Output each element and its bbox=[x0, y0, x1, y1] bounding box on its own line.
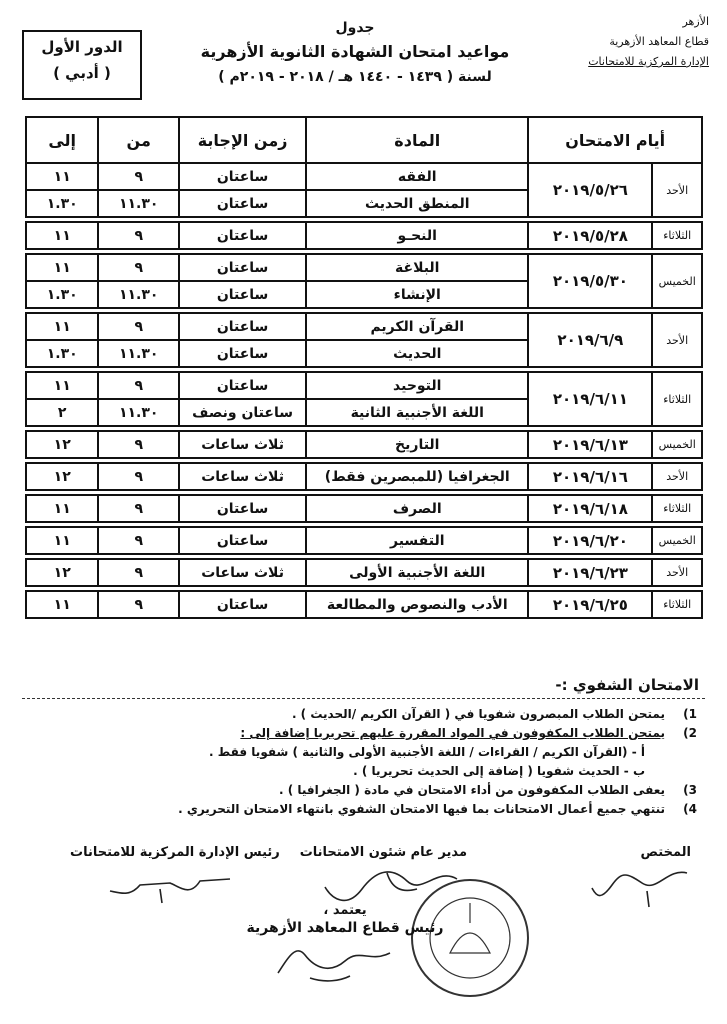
end-time-cell: ١١ bbox=[26, 163, 98, 190]
start-time-cell: ١١.٣٠ bbox=[98, 190, 179, 217]
start-time-cell: ٩ bbox=[98, 222, 179, 249]
day-cell: الأحد bbox=[652, 313, 702, 367]
duration-cell: ساعتان bbox=[179, 495, 306, 522]
table-row bbox=[26, 222, 702, 249]
oral-note-item bbox=[22, 705, 705, 724]
note-text: ب - الحديث شفويا ( إضافة إلى الحديث تحريريا ) . bbox=[353, 764, 645, 778]
header-to: إلى bbox=[26, 117, 98, 163]
subject-cell: المنطق الحديث bbox=[306, 190, 528, 217]
signatures-block bbox=[10, 845, 717, 1005]
subject-cell: القرآن الكريم bbox=[306, 313, 528, 340]
official-stamp bbox=[395, 873, 545, 1003]
end-time-cell: ١.٣٠ bbox=[26, 340, 98, 367]
subject-cell: البلاغة bbox=[306, 254, 528, 281]
subject-cell: الجغرافيا (للمبصرين فقط) bbox=[306, 463, 528, 490]
duration-cell: ساعتان bbox=[179, 190, 306, 217]
subject-cell: الإنشاء bbox=[306, 281, 528, 308]
day-cell: الثلاثاء bbox=[652, 591, 702, 618]
subject-cell: الحديث bbox=[306, 340, 528, 367]
subject-cell: النحـو bbox=[306, 222, 528, 249]
table-row bbox=[26, 591, 702, 618]
start-time-cell: ١١.٣٠ bbox=[98, 399, 179, 426]
end-time-cell: ١٢ bbox=[26, 559, 98, 586]
note-number: 3) bbox=[683, 783, 697, 797]
day-cell: الأحد bbox=[652, 559, 702, 586]
round-box bbox=[22, 30, 142, 100]
note-number: 1) bbox=[683, 707, 697, 721]
oral-exam-title: الامتحان الشفوي :- bbox=[555, 676, 699, 694]
note-text: أ - (القرآن الكريم / القراءات / اللغة الأجنبية الأولى والثانية ) شفويا فقط . bbox=[209, 745, 645, 759]
note-text: يعفى الطلاب المكفوفون من أداء الامتحان في مادة ( الجغرافيا ) . bbox=[278, 783, 665, 797]
day-cell: الثلاثاء bbox=[652, 372, 702, 426]
duration-cell: ساعتان bbox=[179, 591, 306, 618]
date-cell: ٢٠١٩/٦/٢٣ bbox=[528, 559, 652, 586]
sector-head-signature-scribble bbox=[270, 943, 400, 988]
oral-note-item bbox=[22, 743, 705, 762]
table-row bbox=[26, 254, 702, 281]
subject-cell: التوحيد bbox=[306, 372, 528, 399]
oral-exam-notes bbox=[22, 705, 705, 819]
start-time-cell: ٩ bbox=[98, 431, 179, 458]
date-cell: ٢٠١٩/٦/١١ bbox=[528, 372, 652, 426]
date-cell: ٢٠١٩/٥/٣٠ bbox=[528, 254, 652, 308]
day-cell: الخميس bbox=[652, 527, 702, 554]
end-time-cell: ٢ bbox=[26, 399, 98, 426]
end-time-cell: ١١ bbox=[26, 254, 98, 281]
day-cell: الخميس bbox=[652, 254, 702, 308]
signature-specialist: المختص bbox=[640, 845, 691, 860]
end-time-cell: ١٢ bbox=[26, 431, 98, 458]
oral-note-item bbox=[22, 800, 705, 819]
duration-cell: ساعتان bbox=[179, 313, 306, 340]
note-text: يمتحن الطلاب المبصرون شفويا في ( القرآن الكريم /الحديث ) . bbox=[291, 707, 665, 721]
day-cell: الثلاثاء bbox=[652, 222, 702, 249]
title-line-1: جدول bbox=[335, 20, 375, 36]
start-time-cell: ٩ bbox=[98, 313, 179, 340]
specialist-signature-scribble bbox=[587, 863, 697, 911]
end-time-cell: ١.٣٠ bbox=[26, 281, 98, 308]
org-line-administration: الإدارة المركزية للامتحانات bbox=[588, 55, 709, 68]
note-text: يمتحن الطلاب المكفوفون في المواد المقررة عليهم تحريريا إضافة إلى : bbox=[240, 726, 665, 740]
oral-note-item bbox=[22, 724, 705, 743]
approval-label: يعتمد ، bbox=[323, 903, 367, 918]
round-label: الدور الأول bbox=[41, 38, 123, 56]
date-cell: ٢٠١٩/٦/١٣ bbox=[528, 431, 652, 458]
start-time-cell: ٩ bbox=[98, 163, 179, 190]
day-cell: الأحد bbox=[652, 463, 702, 490]
day-cell: الثلاثاء bbox=[652, 495, 702, 522]
exam-schedule-table bbox=[25, 116, 703, 619]
header-subject: المادة bbox=[306, 117, 528, 163]
signature-central-head: رئيس الإدارة المركزية للامتحانات bbox=[70, 845, 280, 860]
start-time-cell: ١١.٣٠ bbox=[98, 281, 179, 308]
oral-exam-section bbox=[22, 676, 705, 819]
start-time-cell: ١١.٣٠ bbox=[98, 340, 179, 367]
table-body bbox=[26, 163, 702, 618]
table-row bbox=[26, 559, 702, 586]
end-time-cell: ١١ bbox=[26, 313, 98, 340]
table-row bbox=[26, 372, 702, 399]
date-cell: ٢٠١٩/٦/١٦ bbox=[528, 463, 652, 490]
table-row bbox=[26, 463, 702, 490]
header-duration: زمن الإجابة bbox=[179, 117, 306, 163]
duration-cell: ساعتان ونصف bbox=[179, 399, 306, 426]
title-line-2: مواعيد امتحان الشهادة الثانوية الأزهرية bbox=[200, 42, 510, 61]
oral-note-item bbox=[22, 781, 705, 800]
date-cell: ٢٠١٩/٥/٢٦ bbox=[528, 163, 652, 217]
duration-cell: ساعتان bbox=[179, 254, 306, 281]
note-number: 4) bbox=[683, 802, 697, 816]
subject-cell: الفقه bbox=[306, 163, 528, 190]
day-cell: الخميس bbox=[652, 431, 702, 458]
duration-cell: ثلاث ساعات bbox=[179, 559, 306, 586]
duration-cell: ثلاث ساعات bbox=[179, 431, 306, 458]
date-cell: ٢٠١٩/٦/٢٥ bbox=[528, 591, 652, 618]
date-cell: ٢٠١٩/٥/٢٨ bbox=[528, 222, 652, 249]
sector-head-title: رئيس قطاع المعاهد الأزهرية bbox=[246, 920, 444, 936]
org-line-sector: قطاع المعاهد الأزهرية bbox=[609, 35, 709, 48]
subject-cell: التاريخ bbox=[306, 431, 528, 458]
start-time-cell: ٩ bbox=[98, 591, 179, 618]
org-line-azhar: الأزهر bbox=[682, 15, 709, 28]
title-line-3: لسنة ( ١٤٣٩ - ١٤٤٠ هـ / ٢٠١٨ - ٢٠١٩م ) bbox=[218, 69, 492, 85]
start-time-cell: ٩ bbox=[98, 495, 179, 522]
duration-cell: ساعتان bbox=[179, 527, 306, 554]
table-row bbox=[26, 163, 702, 190]
table-row bbox=[26, 527, 702, 554]
note-text: تنتهي جميع أعمال الامتحانات بما فيها الامتحان الشفوي بانتهاء الامتحان التحريري . bbox=[178, 802, 665, 816]
subject-cell: التفسير bbox=[306, 527, 528, 554]
note-number: 2) bbox=[683, 726, 697, 740]
subject-cell: الصرف bbox=[306, 495, 528, 522]
start-time-cell: ٩ bbox=[98, 254, 179, 281]
end-time-cell: ١٢ bbox=[26, 463, 98, 490]
subject-cell: اللغة الأجنبية الثانية bbox=[306, 399, 528, 426]
table-row bbox=[26, 495, 702, 522]
start-time-cell: ٩ bbox=[98, 372, 179, 399]
central-head-signature-scribble bbox=[100, 867, 240, 907]
day-cell: الأحد bbox=[652, 163, 702, 217]
table-row bbox=[26, 313, 702, 340]
oral-note-item bbox=[22, 762, 705, 781]
subject-cell: اللغة الأجنبية الأولى bbox=[306, 559, 528, 586]
end-time-cell: ١١ bbox=[26, 222, 98, 249]
start-time-cell: ٩ bbox=[98, 559, 179, 586]
header-from: من bbox=[98, 117, 179, 163]
duration-cell: ساعتان bbox=[179, 163, 306, 190]
document-title bbox=[190, 20, 520, 85]
date-cell: ٢٠١٩/٦/٢٠ bbox=[528, 527, 652, 554]
date-cell: ٢٠١٩/٦/٩ bbox=[528, 313, 652, 367]
start-time-cell: ٩ bbox=[98, 527, 179, 554]
duration-cell: ساعتان bbox=[179, 281, 306, 308]
subject-cell: الأدب والنصوص والمطالعة bbox=[306, 591, 528, 618]
approval-block bbox=[245, 903, 445, 936]
duration-cell: ساعتان bbox=[179, 372, 306, 399]
duration-cell: ساعتان bbox=[179, 222, 306, 249]
end-time-cell: ١.٣٠ bbox=[26, 190, 98, 217]
organization-block bbox=[539, 12, 709, 72]
start-time-cell: ٩ bbox=[98, 463, 179, 490]
end-time-cell: ١١ bbox=[26, 527, 98, 554]
table-row bbox=[26, 431, 702, 458]
end-time-cell: ١١ bbox=[26, 372, 98, 399]
section-label: ( أدبي ) bbox=[53, 64, 111, 82]
duration-cell: ساعتان bbox=[179, 340, 306, 367]
document-header bbox=[10, 8, 717, 108]
header-days: أيام الامتحان bbox=[528, 117, 702, 163]
duration-cell: ثلاث ساعات bbox=[179, 463, 306, 490]
table-header-row bbox=[26, 117, 702, 163]
divider bbox=[22, 698, 705, 699]
end-time-cell: ١١ bbox=[26, 591, 98, 618]
signature-exams-manager: مدير عام شئون الامتحانات bbox=[299, 845, 467, 860]
date-cell: ٢٠١٩/٦/١٨ bbox=[528, 495, 652, 522]
end-time-cell: ١١ bbox=[26, 495, 98, 522]
